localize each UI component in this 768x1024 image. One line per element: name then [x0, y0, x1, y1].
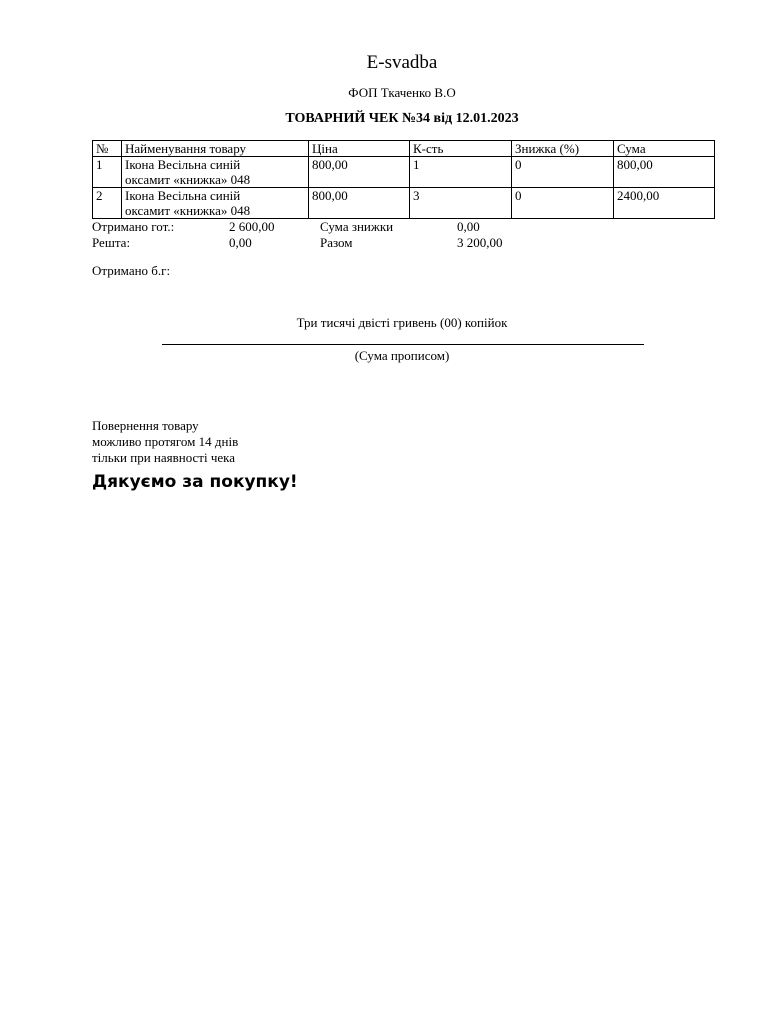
receipt-title: ТОВАРНИЙ ЧЕК №34 від 12.01.2023	[285, 111, 519, 126]
cell-sum: 2400,00	[614, 188, 715, 219]
table-header-row	[93, 141, 715, 157]
cash-received-label: Отримано гот.:	[92, 219, 175, 234]
column-header-quantity: К-сть	[410, 141, 512, 157]
cell-discount: 0	[512, 188, 614, 219]
change-value: 0,00	[229, 235, 252, 250]
amount-in-words-caption: (Сума прописом)	[354, 348, 450, 363]
cell-name-line: оксамит «книжка» 048	[125, 172, 251, 187]
cell-name-line: Ікона Весільна синій	[125, 188, 241, 203]
return-policy-line: можливо протягом 14 днів	[92, 434, 239, 449]
column-header-number: №	[93, 141, 122, 157]
cell-price: 800,00	[309, 157, 410, 188]
change-label: Решта:	[92, 235, 131, 250]
items-table	[92, 140, 715, 219]
table-row	[93, 157, 715, 188]
company-name: E-svadba	[366, 52, 438, 73]
amount-in-words: Три тисячі двісті гривень (00) копійок	[296, 315, 508, 330]
discount-sum-label: Сума знижки	[320, 219, 394, 234]
total-label: Разом	[320, 235, 353, 250]
cell-quantity: 1	[410, 157, 512, 188]
total-value: 3 200,00	[457, 235, 503, 250]
cell-number: 2	[93, 188, 122, 219]
return-policy-line: тільки при наявності чека	[92, 450, 236, 465]
return-policy-line: Повернення товару	[92, 418, 199, 433]
signature-line	[162, 344, 644, 345]
cell-price: 800,00	[309, 188, 410, 219]
column-header-name: Найменування товару	[122, 141, 309, 157]
column-header-discount: Знижка (%)	[512, 141, 614, 157]
return-policy-note	[92, 418, 238, 466]
cell-name	[122, 157, 309, 188]
thank-you-message: Дякуємо за покупку!	[92, 472, 298, 492]
cell-number: 1	[93, 157, 122, 188]
column-header-sum: Сума	[614, 141, 715, 157]
table-row	[93, 188, 715, 219]
cell-discount: 0	[512, 157, 614, 188]
column-header-price: Ціна	[309, 141, 410, 157]
cell-name	[122, 188, 309, 219]
cell-sum: 800,00	[614, 157, 715, 188]
cash-received-value: 2 600,00	[229, 219, 275, 234]
discount-sum-value: 0,00	[457, 219, 480, 234]
cell-quantity: 3	[410, 188, 512, 219]
cell-name-line: оксамит «книжка» 048	[125, 203, 251, 218]
cashless-received-label: Отримано б.г:	[92, 263, 171, 278]
owner-name: ФОП Ткаченко В.О	[348, 85, 456, 100]
cell-name-line: Ікона Весільна синій	[125, 157, 241, 172]
